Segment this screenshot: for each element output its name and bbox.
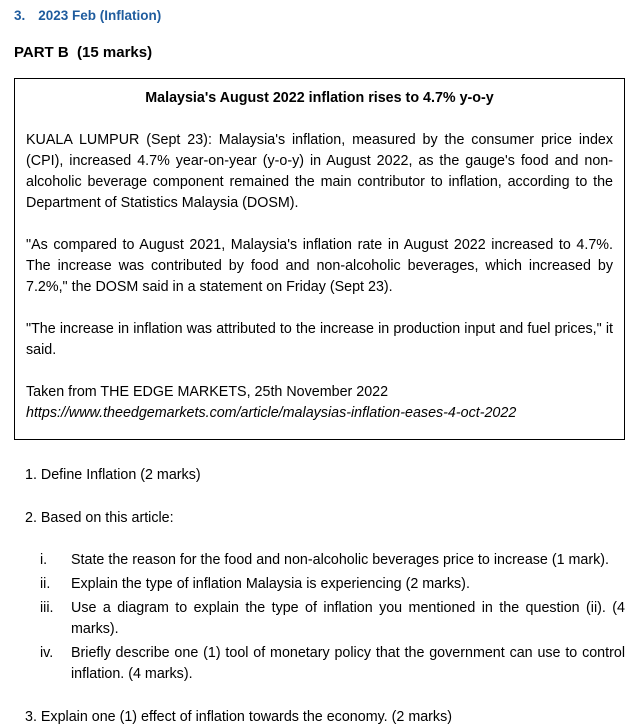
list-item-numeral: ii. — [40, 576, 51, 593]
heading-title: 2023 Feb (Inflation) — [38, 8, 162, 23]
list-item-numeral: iii. — [40, 600, 54, 617]
article-source — [26, 382, 613, 424]
source-attribution: Taken from THE EDGE MARKETS, 25th November 2022 — [26, 384, 389, 401]
list-item-text: State the reason for the food and non-alcoholic beverages price to increase (1 mark). — [71, 552, 610, 569]
list-item-text: Briefly describe one (1) tool of monetary policy that the government can use to control inflation. (4 marks). — [71, 645, 625, 683]
list-item-text: Use a diagram to explain the type of inflation you mentioned in the question (ii). (4 marks). — [71, 600, 625, 638]
article-paragraph: "As compared to August 2021, Malaysia's inflation rate in August 2022 increased to 4.7%. The increase was contributed by food and non-alcoholic beverages, which increased by 7.2%," the DOSM said in a statement on Friday (Sept 23). — [26, 237, 613, 296]
question-3: 3. Explain one (1) effect of inflation towards the economy. (2 marks) — [25, 709, 452, 726]
question-2-intro: 2. Based on this article: — [25, 510, 174, 527]
source-url: https://www.theedgemarkets.com/article/malaysias-inflation-eases-4-oct-2022 — [26, 405, 517, 422]
list-item — [40, 643, 625, 685]
question-2-subquestions — [14, 550, 625, 685]
document-heading — [14, 8, 625, 23]
question-1: 1. Define Inflation (2 marks) — [25, 467, 201, 484]
list-item-text: Explain the type of inflation Malaysia is experiencing (2 marks). — [71, 576, 470, 593]
list-item — [40, 598, 625, 640]
heading-number: 3. — [14, 8, 26, 23]
article-title: Malaysia's August 2022 inflation rises to 4.7% y-o-y — [145, 90, 494, 106]
part-label: PART B (15 marks) — [14, 44, 153, 61]
list-item-numeral: i. — [40, 552, 48, 569]
article-box — [14, 78, 625, 440]
list-item — [40, 574, 625, 595]
list-item — [40, 550, 625, 571]
article-paragraph: "The increase in inflation was attributed to the increase in production input and fuel prices," it said. — [26, 321, 613, 359]
article-paragraph: KUALA LUMPUR (Sept 23): Malaysia's inflation, measured by the consumer price index (CPI), increased 4.7% year-on-year (y-o-y) in August 2022, as the gauge's food and non-alcoholic beverage component remained the main contributor to inflation, according to the Department of Statistics Malaysia (DOSM). — [26, 132, 613, 212]
list-item-numeral: iv. — [40, 645, 54, 662]
